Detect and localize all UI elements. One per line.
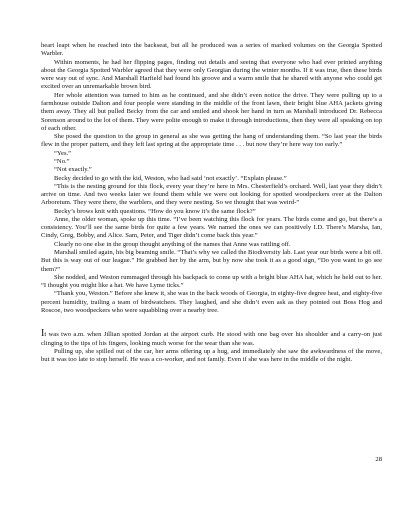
paragraph: Within moments, he had her flipping pages, finding out details and seeing that everyone who had ever printed anything about the Georgia Spotted Warbler agreed that they were only Georgian during the winter months. If it was true, then these birds were way out of sync. And Marshall Harfield had found his groove and a warm smile that he shared with anyone who could get excited over an unremarkable brown bird. <box>41 58 382 91</box>
page-number: 28 <box>375 456 382 463</box>
paragraph: heart leapt when he reached into the backseat, but all he produced was a series of marked volumes on the Georgia Spotted Warbler. <box>41 42 382 58</box>
paragraph: “No.” <box>54 157 70 165</box>
paragraph: Becky’s brows knit with questions. “How do you know it’s the same flock?” <box>54 207 256 215</box>
paragraph: “Thank you, Weston.” Before she knew it, she was in the back woods of Georgia, in eighty-five degree heat, and eighty-five percent humidity, trailing a team of birdwatchers. They laughed, and she didn’t even ask as they pointed out Boss Hog and Roscoe, two woodpeckers who were squabbling over a nearby tree. <box>41 290 382 314</box>
paragraph: Her whole attention was turned to him as he continued, and she didn’t even notice the drive. They were pulling up to a farmhouse outside Dalton and four people were standing in the middle of the front lawn, their bright blue AHA jackets giving them away. They all but pulled Becky from the car and smiled and shook her hand in turn as Marshall introduced Dr. Rebecca Sorenson around to the lot of them. They were polite enough to make it through introductions, then they were all speaking on top of each other. <box>41 91 382 132</box>
paragraph: She posed the question to the group in general as she was getting the hang of understanding them. “So last year the birds flew in the proper pattern, and they left last spring at the appropriate time . . . but now they’re here way too early.” <box>41 133 382 149</box>
paragraph <box>41 328 382 348</box>
paragraph-text: t was two a.m. when Jillian spotted Jordan at the airport curb. He stood with one bag over his shoulder and a carry-on just clinging to the tips of his fingers, looking much worse for the wear than she was. <box>41 331 382 347</box>
paragraph: She nodded, and Weston rummaged through his backpack to come up with a bright blue AHA hat, which he held out to her. “I thought you might like a hat. We have Lyme ticks.” <box>41 273 382 290</box>
section-break <box>41 315 382 331</box>
drop-cap: I <box>41 328 45 340</box>
paragraph: Becky decided to go with the kid, Weston, who had said ‘not exactly’. “Explain please.” <box>54 174 287 182</box>
paragraph: Pulling up, she spilled out of the car, her arms offering up a hug, and immediately she saw the awkwardness of the move, but it was too late to stop herself. He was a co-worker, and not family. Even if she was here in the middle of the night. <box>41 347 382 364</box>
paragraph: Marshall smiled again, his big beaming smile. “That’s why we called the Biodiversity lab. Last year our birds were a bit off. But this is way out of our league.” He grabbed her by the arm, but by now she took it as a good sign, “Do you want to go see them?” <box>41 249 382 273</box>
paragraph: “Not exactly.” <box>54 166 92 174</box>
paragraph: “This is the nesting ground for this flock, every year they’re here in Mrs. Chesterfield’s orchard. Well, last year they didn’t arrive on time. And two weeks later we found them while we were out looking for spotted woodpeckers over at the Dalton Arboretum. They were there, the warblers, and they were nesting. So we thought that was weird-” <box>41 182 382 207</box>
section-two <box>41 328 382 364</box>
page-body <box>41 42 382 364</box>
paragraph: “Yes.” <box>54 149 72 157</box>
section-one <box>41 42 382 315</box>
paragraph: Clearly no one else in the group thought anything of the names that Anne was rattling off. <box>54 240 291 248</box>
paragraph: Anne, the older woman, spoke up this time. “I’ve been watching this flock for years. The birds come and go, but there’s a consistency. You’ll see the same birds for quite a few years. We named the ones we can positively I.D. There’s Marsha, Ian, Cindy, Greg, Bobby, and Alice. Sam, Peter, and Tiger didn’t come back this year.” <box>41 215 382 240</box>
